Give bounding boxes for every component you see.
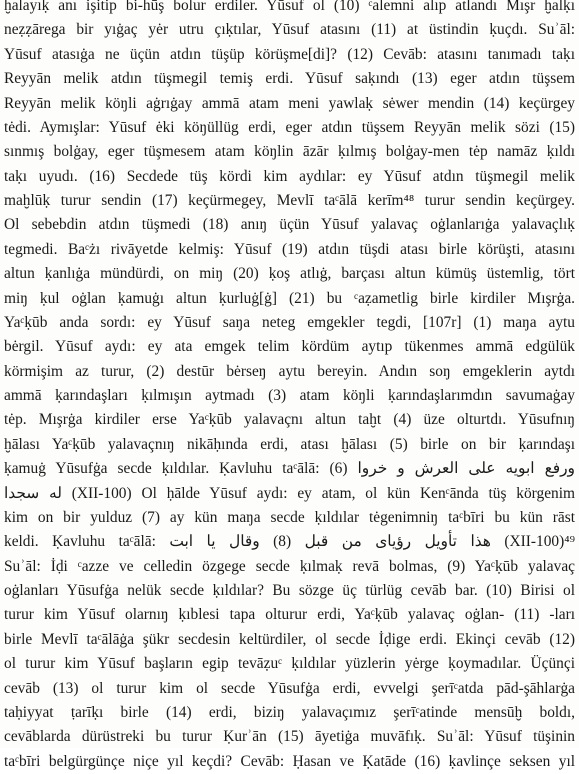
text-line: maḫlūḳ turur sendin (17) keçürmegey, Mevlī taᶜālā kerīm⁴⁸ turur sendin keçürgey. [4,192,575,209]
text-line: Yaᶜḳūb anda sordı: ey Yūsuf saŋa neteg emgekler tegdi, [107r] (1) maŋa aytu [4,313,575,331]
text-line: Reyyān melik köŋli aġrıġay ammā atam meni yawlaḳ sėwer mendin (14) keçürgey [4,94,575,112]
text-line: ḫalayıḳ anı işitip bi-hūş bolur erdiler. Yūsuf ol (10) ᶜalemni alıp atlandı Mışr ḫalḳı [4,0,575,14]
text-line: körmişim az turur, (2) destūr bėrseŋ aytu bereyin. Andın soŋ emgeklerin aytdı [4,362,575,380]
text-line: له سجدا (XII-100) Ol ḥālde Yūsuf aydı: ey atam, ol kün Kenᶜānda tüş körgenim [4,484,575,502]
text-line: bėrgil. Yūsuf aydı: ey ata emgek telim kördüm aytıp tükenmes ammā edgülük [4,338,575,356]
text-line: ammā ḳarındaşları ḳılmışın aytmadı (3) atam köŋli ḳarındaşlarımdın savumaġay [4,387,575,404]
text-line: Ol sebebdin atdın tüşmedi (18) anıŋ üçün Yūsuf yalavaç oġlanlarıġa yalavaçlıḳ [4,216,575,234]
text-line: tegmedi. Baᶜżı rivāyetde kelmiş: Yūsuf (19) atdın tüşdi atası birle körüşti, atasını [4,240,575,258]
text-line: cevāb (13) ol turur kim ol secde Yūsufġa erdi, evvelgi şerīᶜatda pād-şāhlarġa [4,679,575,697]
text-line: tėp. Mışrġa kirdiler erse Yaᶜḳūb yalavaçnı altun taḫt (4) üze olturtdı. Yūsufnıŋ [4,411,575,429]
text-line: cevāblarda dürüstreki bu turur Ḳurʾān (15) āyetiġa muvāfıḳ. Suʾāl: Yūsuf tüşinin [4,728,575,746]
text-line: kim on bir yulduz (7) ay kün maŋa secde ḳıldılar tėgenimniŋ taᶜbīri bu kün rāst [4,508,575,526]
text-line: altun ḳanlıġa mündürdi, on miŋ (20) ḳoş atlıġ, barçası altun kümüş üstemlig, tört [4,265,575,283]
text-line: Yūsuf atasıġa ne üçün atdın tüşüp körüşme[di]? (12) Cevāb: atasını tanımadı taḳı [4,45,575,63]
text-line: ḫālası Yaᶜḳūb yalavaçnıŋ nikāḥında erdi, atası ḫālası (5) birle on bir ḳarındaşı [4,435,575,453]
text-line: ḳamuġ Yūsufġa secde ḳıldılar. Ḳavluhu taᶜālā: ورفع ابويه على العرش و خروا (6) [4,460,575,478]
text-line: Suʾāl: İḍi ᶜazze ve celledin özgege secde ḳılmaḳ revā bolmas, (9) Yaᶜḳūb yalavaç [4,557,575,575]
text-line: turur kim Yūsuf olarnıŋ ḳıblesi tapa olturur erdi, Yaᶜḳūb yalavaç oġlan- (11) -ları [4,606,575,624]
text-line: birle Mevlī taᶜālāġa şükr secdesin keltürdiler, ol secde İḍige erdi. Ekinçi cevāb (12) [4,630,575,648]
text-line: tėdi. Aymışlar: Yūsuf ėki köŋüllüg erdi, eger atdın tüşsem Reyyān melik sözi (15) [4,118,575,136]
text-line: miŋ ḳul oġlan ḳamuġı altun ḳurluġ[ġ] (21) bu ᶜaẓametlig birle kirdiler Mışrġa. [4,289,575,307]
text-line: neẓẓārega bir yıġaç yėr utru çıḳtılar, Yūsuf atasını (11) at üstindin ḳuçdı. Suʾāl: [4,21,575,39]
text-line: taḥiyyat ṭarīḳı birle (14) erdi, biziŋ yalavaçımız şerīᶜatinde mensūḫ boldı, [4,703,575,721]
text-line: taᶜbīri belgürgünçe niçe yıl keçdi? Cevāb: Ḥasan ve Ḳatāde (16) ḳavlinçe seksen yıl [4,752,575,770]
text-line: ol turur kim Yūsuf başların egip tevāẓuᶜ ḳıldılar yüzlerin yėrge ḳoymadılar. Üçünçi [4,655,575,673]
page-text [4,0,575,774]
text-line: taḳı uyudı. (16) Secdede tüş kördi kim aydılar: ey Yūsuf atdın tüşmegil melik [4,167,575,185]
text-line: Reyyān melik atdın tüşmegil temiş erdi. Yūsuf saḳındı (13) eger atdın tüşsem [4,70,575,88]
text-line: sınmış bolġay, eger tüşmesem atam köŋlin āzār ḳılmış bolġay-men tėp namāz ḳıldı [4,143,575,161]
text-line: oġlanları Yūsufġa nelük secde ḳıldılar? Bu sözge üç türlüg cevāb bar. (10) Birisi ol [4,582,575,599]
text-line: keldi. Ḳavluhu taᶜālā: هذا تأويل رؤياى من قبل (8) وقال يا ابت (XII-100)⁴⁹ [4,533,575,551]
